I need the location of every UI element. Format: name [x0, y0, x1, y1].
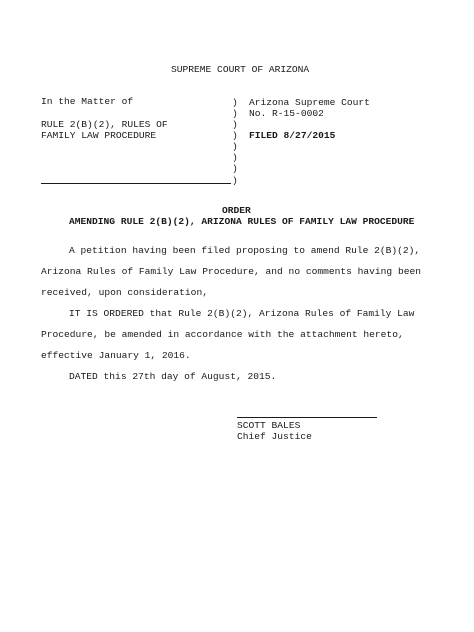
- signature-line: [237, 417, 377, 418]
- paren: ): [232, 163, 238, 174]
- paren: ): [232, 130, 238, 141]
- court-name: Arizona Supreme Court: [249, 97, 370, 108]
- order-heading: ORDER: [222, 205, 251, 216]
- paragraph-line: A petition having been filed proposing to amend Rule 2(B)(2),: [69, 245, 421, 256]
- signer-name: SCOTT BALES: [237, 420, 301, 431]
- case-number: No. R-15-0002: [249, 108, 324, 119]
- caption-rule-line2: FAMILY LAW PROCEDURE: [41, 130, 157, 141]
- paragraph-line: Procedure, be amended in accordance with the attachment hereto,: [41, 329, 404, 340]
- paren: ): [232, 108, 238, 119]
- filed-date: FILED 8/27/2015: [249, 130, 336, 141]
- paragraph-line: Arizona Rules of Family Law Procedure, and no comments having been: [41, 266, 421, 277]
- paren: ): [232, 152, 238, 163]
- paren: ): [232, 141, 238, 152]
- paragraph-line: IT IS ORDERED that Rule 2(B)(2), Arizona Rules of Family Law: [69, 308, 415, 319]
- caption-rule-line1: RULE 2(B)(2), RULES OF: [41, 119, 168, 130]
- caption-matter: In the Matter of: [41, 96, 134, 107]
- paragraph-line: DATED this 27th day of August, 2015.: [69, 371, 277, 382]
- court-title: SUPREME COURT OF ARIZONA: [171, 64, 310, 75]
- order-subheading: AMENDING RULE 2(B)(2), ARIZONA RULES OF FAMILY LAW PROCEDURE: [69, 216, 415, 227]
- paren: ): [232, 175, 238, 186]
- paren: ): [232, 119, 238, 130]
- paragraph-line: effective January 1, 2016.: [41, 350, 191, 361]
- signer-title: Chief Justice: [237, 431, 312, 442]
- paren: ): [232, 97, 238, 108]
- paragraph-line: received, upon consideration,: [41, 287, 208, 298]
- caption-bottom-rule: [41, 183, 231, 184]
